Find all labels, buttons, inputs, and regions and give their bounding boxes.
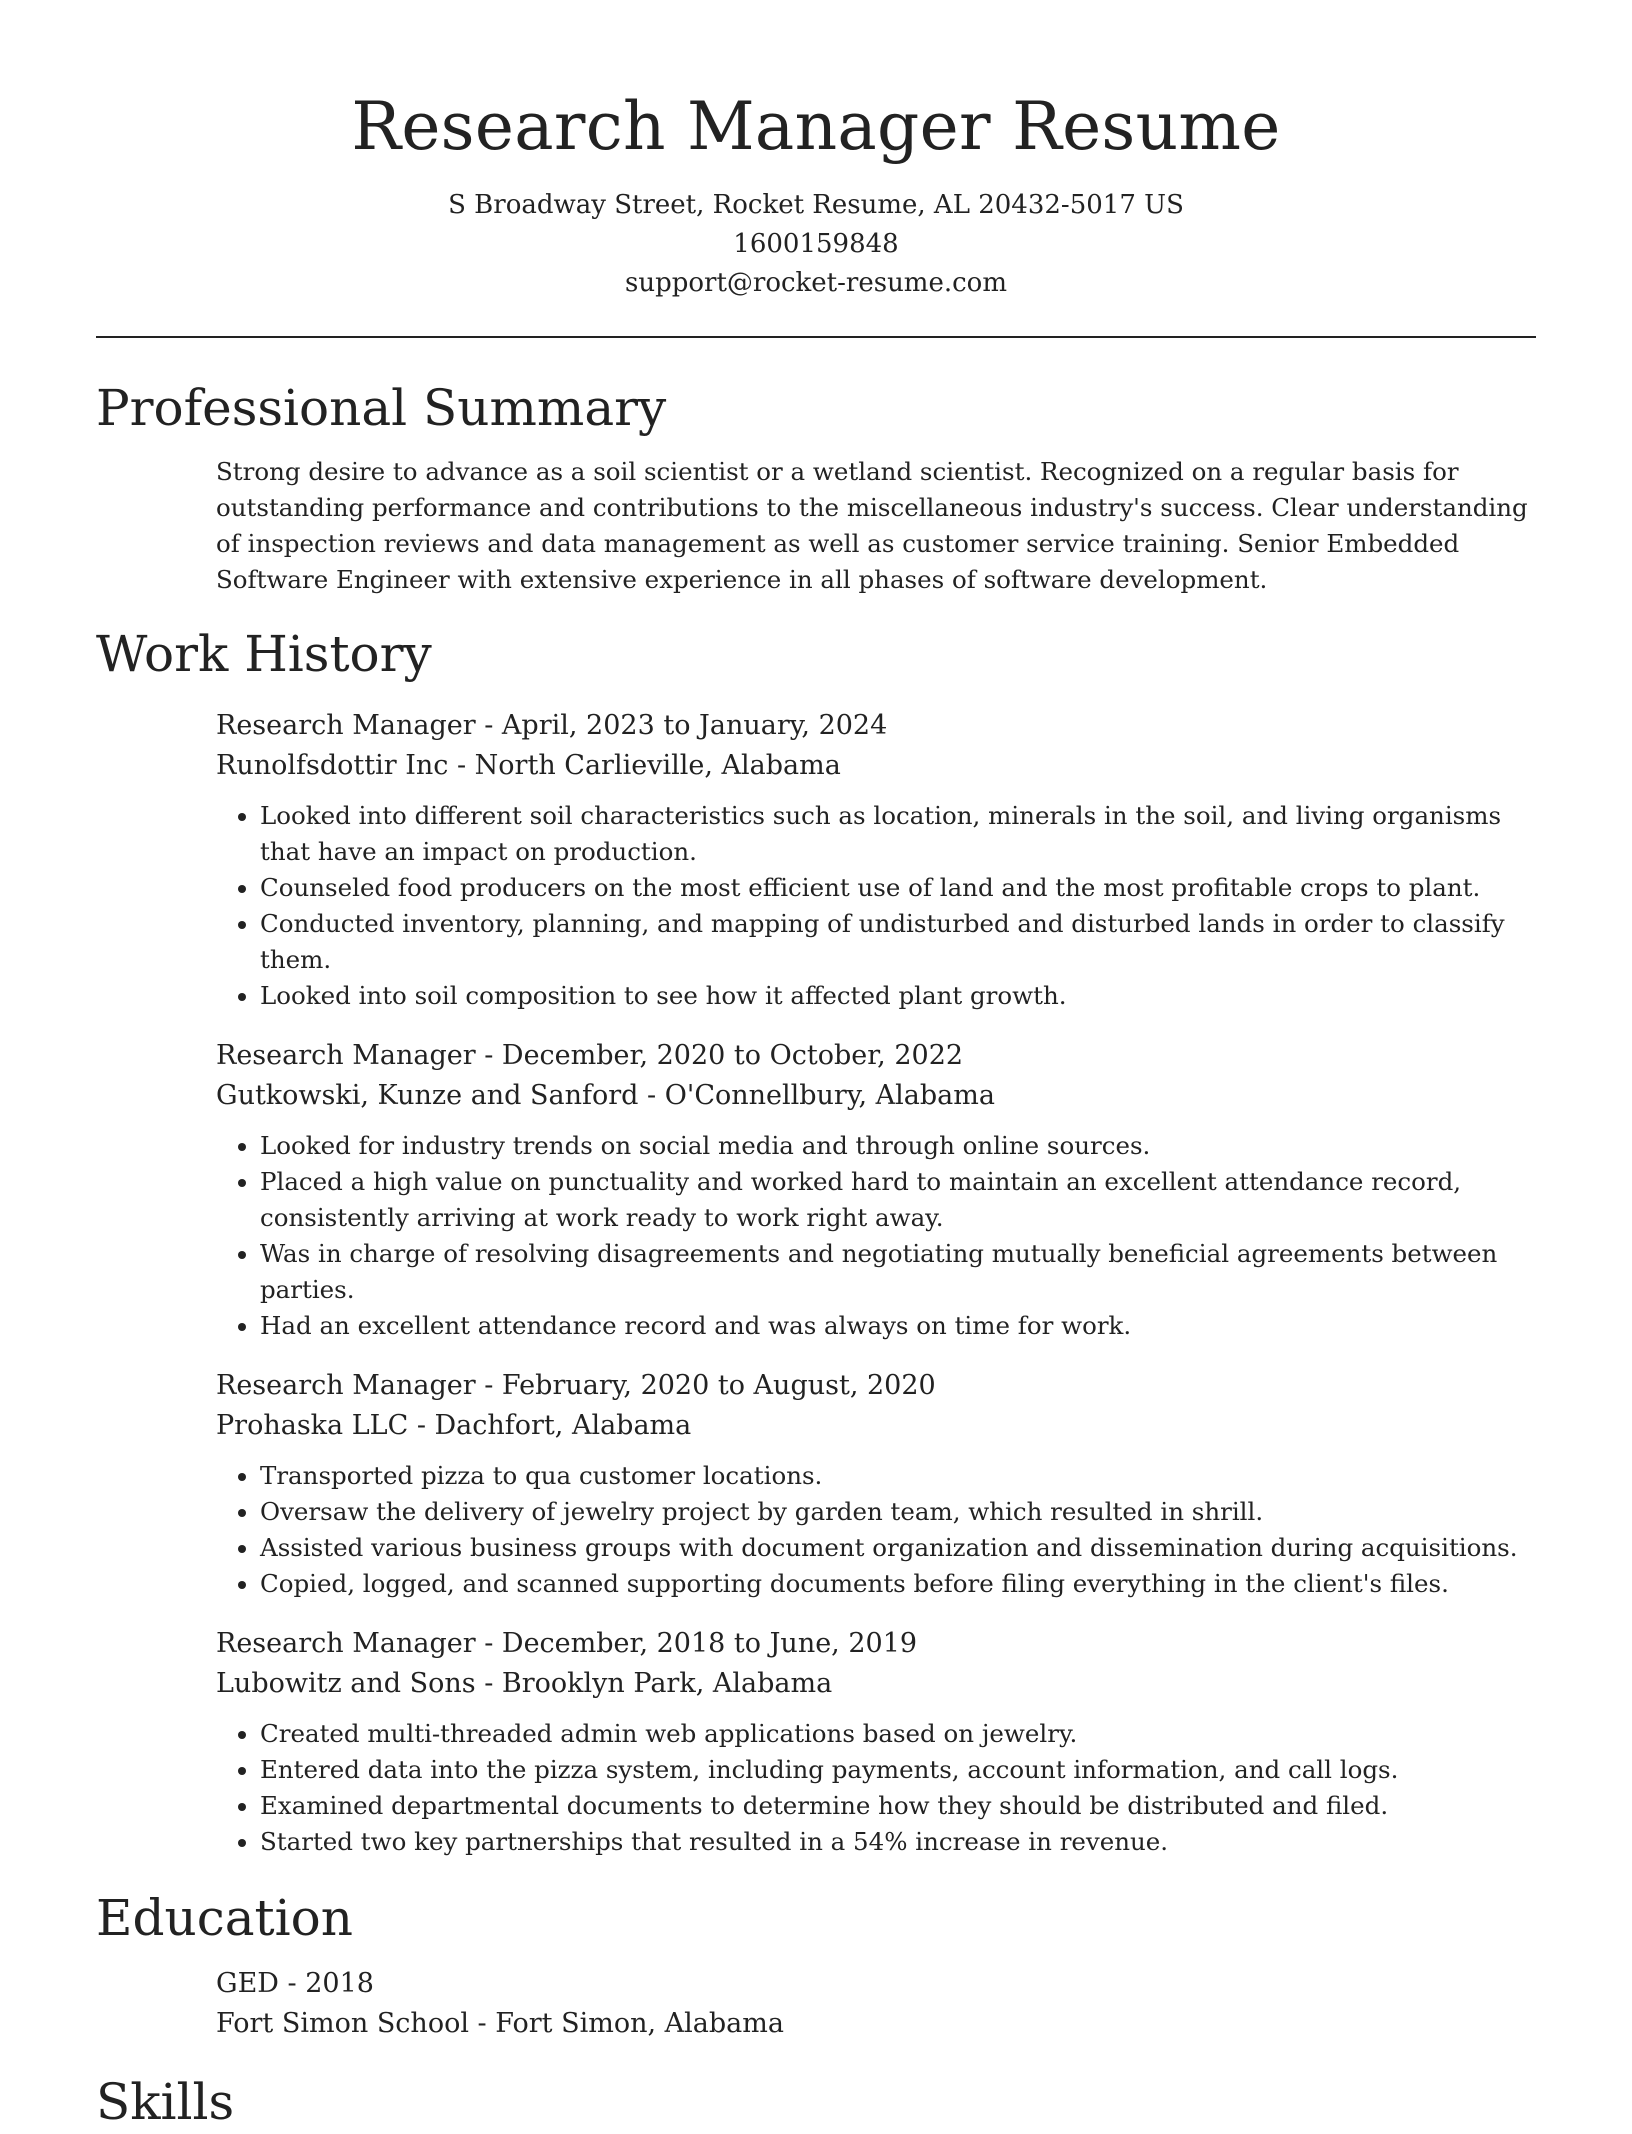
- education-section: [96, 1886, 1536, 2044]
- summary-text: Strong desire to advance as a soil scientist or a wetland scientist. Recognized on a regular basis for outstanding performance and contributions to the miscellaneous industry's success. Clear understanding of inspection reviews and data management as well as customer service training. Senior Embedded Software Engineer with extensive experience in all phases of software development.: [216, 457, 1528, 594]
- job-bullets: [216, 1716, 1536, 1860]
- list-item: • Assisted various business groups with document organization and dissemination during acquisitions.: [260, 1530, 1536, 1566]
- job-title-line: Research Manager - December, 2018 to June, 2019: [216, 1628, 918, 1659]
- list-item: • Transported pizza to qua customer locations.: [260, 1458, 1536, 1494]
- list-item: • Placed a high value on punctuality and worked hard to maintain an excellent attendance record, consistently arriving at work ready to work right away.: [260, 1164, 1536, 1236]
- job-company-line: Prohaska LLC - Dachfort, Alabama: [216, 1410, 692, 1441]
- contact-phone: 1600159848: [733, 229, 899, 259]
- section-heading-work-history: Work History: [96, 625, 432, 683]
- contact-email: support@rocket-resume.com: [624, 268, 1007, 298]
- list-item: • Started two key partnerships that resulted in a 54% increase in revenue.: [260, 1824, 1536, 1860]
- page-title: Research Manager Resume: [351, 88, 1281, 165]
- list-item: • Had an excellent attendance record and was always on time for work.: [260, 1308, 1536, 1344]
- list-item: • Examined departmental documents to determine how they should be distributed and filed.: [260, 1788, 1536, 1824]
- section-heading-summary: Professional Summary: [96, 379, 667, 437]
- list-item: • Was in charge of resolving disagreements and negotiating mutually beneficial agreements between parties.: [260, 1236, 1536, 1308]
- list-item: • Entered data into the pizza system, including payments, account information, and call logs.: [260, 1752, 1536, 1788]
- education-degree-line: GED - 2018: [216, 1968, 374, 1999]
- job-entry: [216, 1036, 1536, 1344]
- list-item: • Counseled food producers on the most efficient use of land and the most profitable crops to plant.: [260, 870, 1536, 906]
- list-item: • Conducted inventory, planning, and mapping of undisturbed and disturbed lands in order to classify them.: [260, 906, 1536, 978]
- education-entry: [216, 1964, 1536, 2044]
- job-entry: [216, 706, 1536, 1014]
- list-item: • Created multi-threaded admin web applications based on jewelry.: [260, 1716, 1536, 1752]
- summary-section: [96, 376, 1536, 598]
- skills-section: [96, 2070, 1536, 2134]
- section-heading-education: Education: [96, 1889, 353, 1947]
- work-history-section: [96, 622, 1536, 1860]
- education-school-line: Fort Simon School - Fort Simon, Alabama: [216, 2008, 784, 2039]
- job-title-line: Research Manager - February, 2020 to August, 2020: [216, 1370, 936, 1401]
- list-item: • Copied, logged, and scanned supporting documents before filing everything in the client's files.: [260, 1566, 1536, 1602]
- job-title-line: Research Manager - December, 2020 to October, 2022: [216, 1040, 964, 1071]
- job-bullets: [216, 798, 1536, 1014]
- job-bullets: [216, 1458, 1536, 1602]
- contact-address: S Broadway Street, Rocket Resume, AL 20432-5017 US: [448, 190, 1184, 220]
- list-item: • Looked into soil composition to see how it affected plant growth.: [260, 978, 1536, 1014]
- job-title-line: Research Manager - April, 2023 to January, 2024: [216, 710, 888, 741]
- job-company-line: Lubowitz and Sons - Brooklyn Park, Alabama: [216, 1668, 833, 1699]
- job-company-line: Runolfsdottir Inc - North Carlieville, Alabama: [216, 750, 841, 781]
- section-heading-skills: Skills: [96, 2073, 235, 2131]
- list-item: • Looked into different soil characteristics such as location, minerals in the soil, and living organisms that have an impact on production.: [260, 798, 1536, 870]
- list-item: • Oversaw the delivery of jewelry project by garden team, which resulted in shrill.: [260, 1494, 1536, 1530]
- resume-header: [96, 0, 1536, 303]
- job-bullets: [216, 1128, 1536, 1344]
- header-divider: [96, 336, 1536, 338]
- job-entry: [216, 1624, 1536, 1860]
- list-item: • Looked for industry trends on social media and through online sources.: [260, 1128, 1536, 1164]
- job-company-line: Gutkowski, Kunze and Sanford - O'Connellbury, Alabama: [216, 1080, 995, 1111]
- job-entry: [216, 1366, 1536, 1602]
